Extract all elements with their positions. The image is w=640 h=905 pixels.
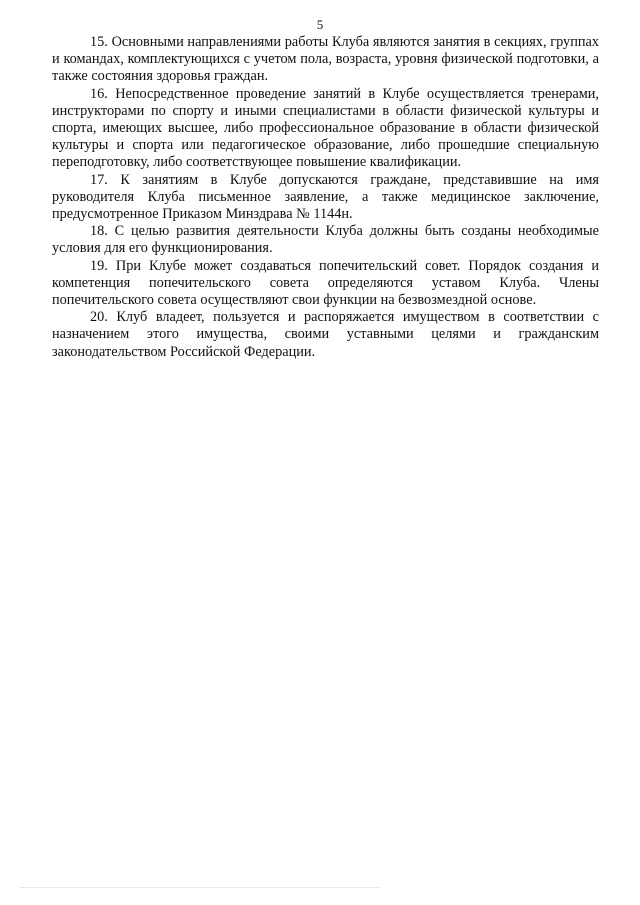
paragraph-20: 20. Клуб владеет, пользуется и распоряжается имуществом в соответствии с назначением этого имущества, своими уставными целями и гражданским законодательством Российской Федерации. bbox=[52, 309, 599, 360]
document-body bbox=[52, 34, 599, 361]
paragraph-19: 19. При Клубе может создаваться попечительский совет. Порядок создания и компетенция попечительского совета определяются уставом Клуба. Члены попечительского совета осуществляют свои функции на безвозмездной основе. bbox=[52, 257, 599, 309]
paragraph-16: 16. Непосредственное проведение занятий в Клубе осуществляется тренерами, инструкторами по спорту и иными специалистами в области физической культуры и спорта, имеющих высшее, либо профессиональное образование в области физической культуры и спорта или педагогическое образование, либо прошедшие специальную переподготовку, либо соответствующее повышение квалификации. bbox=[52, 85, 599, 171]
page-number: 5 bbox=[316, 17, 324, 32]
paragraph-18: 18. С целью развития деятельности Клуба должны быть созданы необходимые условия для его функционирования. bbox=[52, 223, 599, 257]
paragraph-17: 17. К занятиям в Клубе допускаются граждане, представившие на имя руководителя Клуба письменное заявление, а также медицинское заключение, предусмотренное Приказом Минздрава № 1144н. bbox=[52, 171, 599, 223]
scan-artifact bbox=[20, 887, 380, 890]
paragraph-15: 15. Основными направлениями работы Клуба являются занятия в секциях, группах и командах, комплектующихся с учетом пола, возраста, уровня физической подготовки, а также состояния здоровья граждан. bbox=[52, 34, 599, 85]
